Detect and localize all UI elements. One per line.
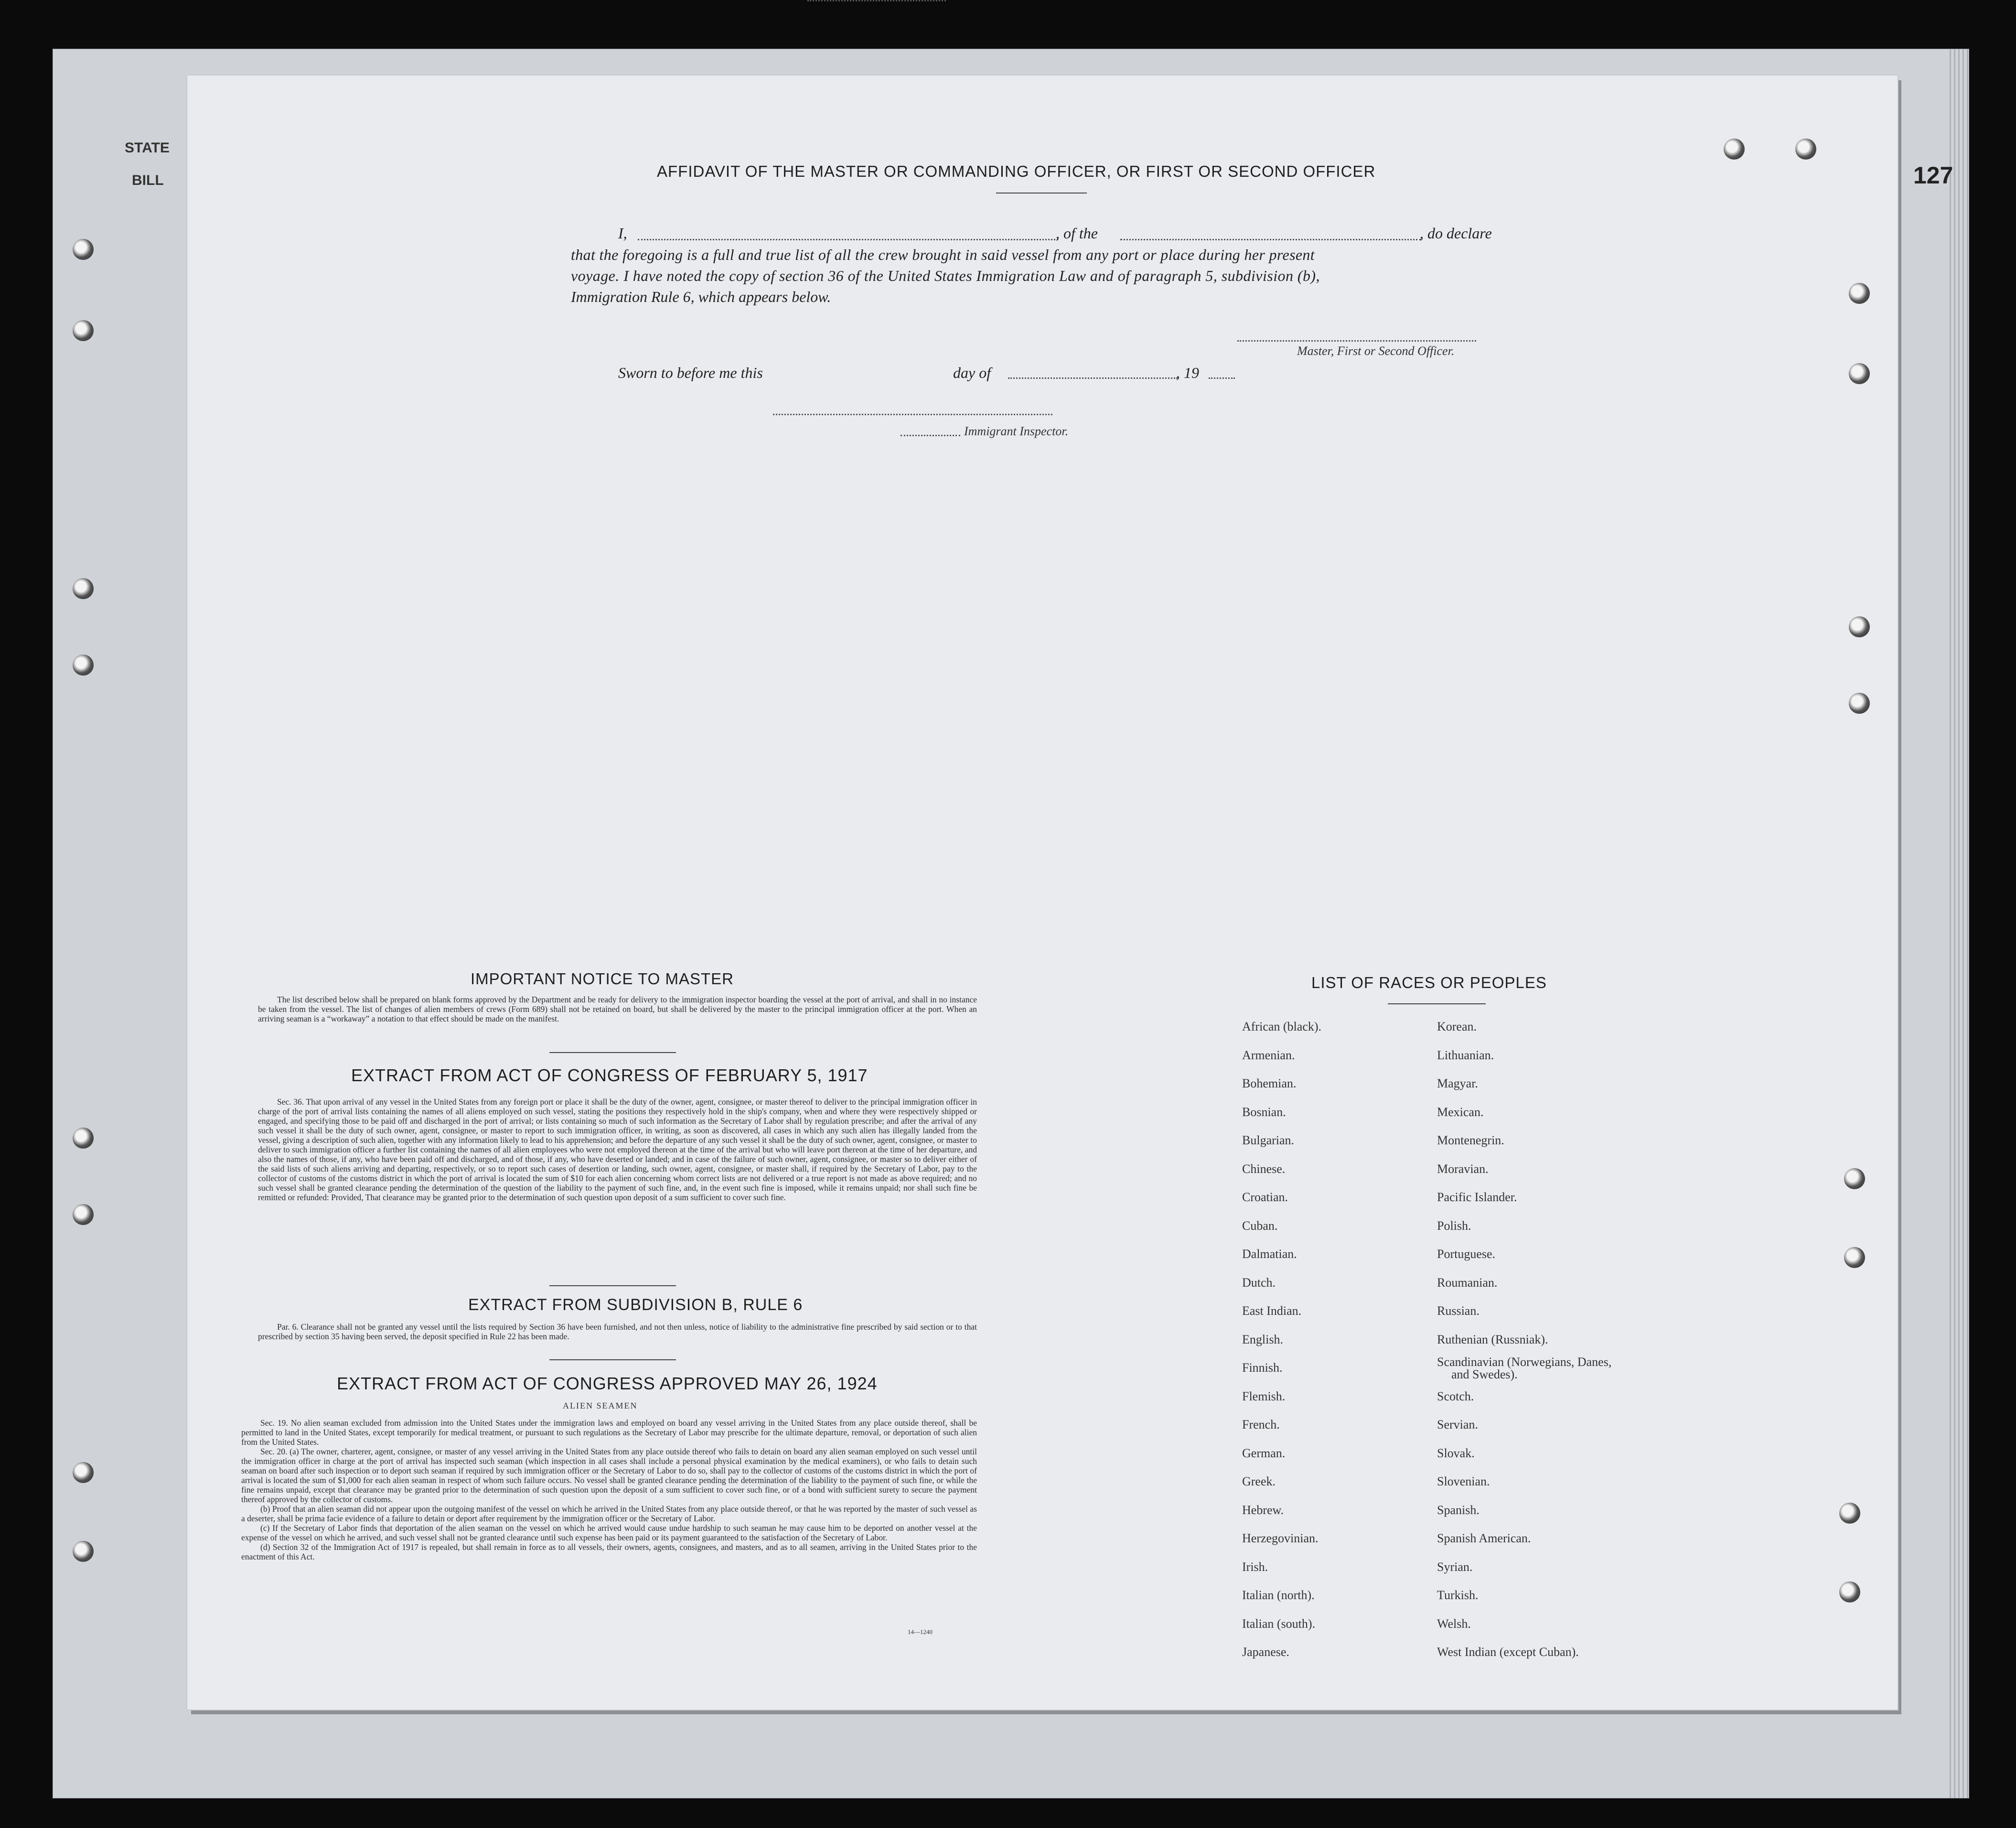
race-item: Cuban. bbox=[1242, 1219, 1278, 1233]
extract-1924-paragraph: (d) Section 32 of the Immigration Act of 1917 is repealed, but shall remain in force as to all vessels, their owners, agents, consignees, and masters, and as to all seamen, arriving in the United States prior to the enactment of this Act. bbox=[241, 1542, 977, 1561]
sworn-month-blank bbox=[1008, 377, 1178, 379]
race-item: Bulgarian. bbox=[1242, 1133, 1295, 1147]
punch-hole bbox=[1849, 693, 1870, 714]
race-item: African (black). bbox=[1242, 1020, 1322, 1033]
race-item: Spanish American. bbox=[1437, 1531, 1531, 1545]
page-number: 127 bbox=[1913, 162, 1953, 189]
extract-1924-paragraph: (b) Proof that an alien seaman did not appear upon the outgoing manifest of the vessel on which he arrived in the United States from any place outside thereof, or that he was reported by the master of such vessel as a deserter, shall be prima facie evidence of a failure to detain or deport after requirement by the immigration officer or the Secretary of Labor. bbox=[241, 1504, 977, 1523]
sworn-prefix: Sworn to before me this bbox=[618, 364, 763, 381]
race-item-text: Scandinavian (Norwegians, Danes, and Swedes). bbox=[1437, 1355, 1612, 1381]
inspector-signature-line bbox=[773, 414, 1052, 415]
divider bbox=[1388, 1003, 1486, 1004]
affidavit-line-2: that the foregoing is a full and true list of all the crew brought in said vessel from any port or place during her present bbox=[571, 246, 1315, 263]
race-item: Magyar. bbox=[1437, 1076, 1478, 1090]
inspector-dot-leader bbox=[901, 435, 960, 436]
punch-hole bbox=[1839, 1503, 1860, 1524]
affidavit-line-4: Immigration Rule 6, which appears below. bbox=[571, 288, 831, 305]
race-item: English. bbox=[1242, 1333, 1283, 1346]
affidavit-i: I, bbox=[618, 225, 627, 242]
notice-paragraph: The list described below shall be prepared on blank forms approved by the Department and be ready for delivery to the immigration inspector boarding the vessel at the port of arrival, and shall in no instance be taken from the vessel. The list of changes of alien members of crews (Form 689) shall not be retained on board, but shall be delivered by the master to the principal immigration officer at the port. When an arriving seaman is a “workaway” a notation to that effect should be made on the manifest. bbox=[258, 995, 977, 1023]
race-item: Servian. bbox=[1437, 1418, 1478, 1431]
sworn-day: day of bbox=[953, 364, 991, 381]
punch-hole bbox=[1844, 1247, 1865, 1268]
race-item bbox=[1437, 1356, 1628, 1381]
race-item: Polish. bbox=[1437, 1219, 1471, 1233]
race-item: Lithuanian. bbox=[1437, 1048, 1494, 1062]
master-signature-label: Master, First or Second Officer. bbox=[1297, 344, 1455, 358]
race-item: Scotch. bbox=[1437, 1389, 1474, 1403]
race-item: Moravian. bbox=[1437, 1162, 1489, 1176]
extract-1924-subtitle: ALIEN SEAMEN bbox=[563, 1401, 638, 1410]
punch-hole bbox=[1849, 363, 1870, 384]
affidavit-line-3: voyage. I have noted the copy of section 36 of the United States Immigration Law and of paragraph 5, subdivision (b), bbox=[571, 267, 1320, 284]
race-item: Welsh. bbox=[1437, 1617, 1471, 1631]
race-item: Roumanian. bbox=[1437, 1276, 1498, 1290]
affidavit-of-the: , of the bbox=[1056, 225, 1098, 242]
vessel-blank bbox=[1120, 239, 1421, 240]
under-sheet-edge bbox=[1950, 49, 1969, 1798]
master-signature-line bbox=[1237, 340, 1476, 342]
affidavit-title: AFFIDAVIT OF THE MASTER OR COMMANDING OFFICER, OR FIRST OR SECOND OFFICER bbox=[657, 162, 1376, 180]
race-item: Japanese. bbox=[1242, 1645, 1289, 1659]
extract-1924-paragraph: (c) If the Secretary of Labor finds that deportation of the alien seaman on the vessel on which he arrived would cause undue hardship to such seaman he may cause him to be deported on another vessel at the expense of the vessel on which he arrived, and such vessel shall not be granted clearance until such expense has been paid or its payment guaranteed to the satisfaction of the Secretary of Labor. bbox=[241, 1523, 977, 1542]
under-sheet-fragment: BILL bbox=[132, 172, 164, 188]
punch-hole bbox=[73, 320, 94, 341]
punch-hole bbox=[1849, 616, 1870, 637]
punch-hole bbox=[1844, 1168, 1865, 1189]
extract-1917-body bbox=[258, 1097, 977, 1202]
punch-hole bbox=[1795, 139, 1816, 160]
race-item: Italian (south). bbox=[1242, 1617, 1316, 1631]
divider bbox=[549, 1052, 676, 1053]
race-item: Dalmatian. bbox=[1242, 1247, 1297, 1261]
race-item: Turkish. bbox=[1437, 1588, 1479, 1602]
sworn-day-blank bbox=[807, 0, 946, 1]
race-item: Ruthenian (Russniak). bbox=[1437, 1333, 1548, 1346]
race-item: Herzegovinian. bbox=[1242, 1531, 1319, 1545]
extract-1924-title: EXTRACT FROM ACT OF CONGRESS APPROVED MAY 26, 1924 bbox=[337, 1374, 878, 1393]
race-item: Pacific Islander. bbox=[1437, 1190, 1517, 1204]
divider bbox=[549, 1285, 676, 1286]
race-item: Syrian. bbox=[1437, 1560, 1473, 1574]
punch-hole bbox=[73, 655, 94, 676]
race-item: West Indian (except Cuban). bbox=[1437, 1645, 1579, 1659]
race-item: French. bbox=[1242, 1418, 1280, 1431]
affidavit-do-declare: , do declare bbox=[1420, 225, 1492, 242]
punch-hole bbox=[1839, 1581, 1860, 1602]
race-item: East Indian. bbox=[1242, 1304, 1302, 1318]
punch-hole bbox=[1724, 139, 1745, 160]
notice-body bbox=[258, 995, 977, 1023]
divider bbox=[996, 193, 1087, 194]
race-item: Armenian. bbox=[1242, 1048, 1295, 1062]
race-item: Dutch. bbox=[1242, 1276, 1276, 1290]
sworn-year: , 19 bbox=[1176, 364, 1199, 381]
race-item: Montenegrin. bbox=[1437, 1133, 1504, 1147]
extract-1924-body bbox=[241, 1418, 977, 1561]
punch-hole bbox=[73, 1541, 94, 1562]
race-item: Irish. bbox=[1242, 1560, 1268, 1574]
punch-hole bbox=[73, 239, 94, 260]
race-item: Croatian. bbox=[1242, 1190, 1288, 1204]
extract-1924-paragraph: Sec. 20. (a) The owner, charterer, agent, consignee, or master of any vessel arriving in the United States from any place outside thereof who fails to detain on board any alien seaman employed on such vessel until the immigration officer in charge at the port of arrival has inspected such seaman (which inspection in all cases shall include a personal physical examination by the medical examiners), or who fails to detain such seaman on board after such inspection or to deport such seaman if required by such immigration officer or the Secretary of Labor to do so, shall pay to the collector of customs of the customs district in which the port of arrival is located the sum of $1,000 for each alien seaman in respect of whom such failure occurs. No vessel shall be granted clearance pending the determination of the liability to the payment of such fine, or while the fine remains unpaid, except that clearance may be granted prior to the determination of such question upon the deposit of a sum sufficient to cover such fine, or of a bond with sufficient surety to secure the payment thereof approved by the collector of customs. bbox=[241, 1447, 977, 1504]
race-item: Finnish. bbox=[1242, 1361, 1283, 1375]
divider bbox=[549, 1359, 676, 1360]
race-item: Portuguese. bbox=[1437, 1247, 1496, 1261]
races-title: LIST OF RACES OR PEOPLES bbox=[1311, 974, 1547, 991]
punch-hole bbox=[73, 1128, 94, 1149]
punch-hole bbox=[73, 1204, 94, 1225]
race-item: Russian. bbox=[1437, 1304, 1480, 1318]
punch-hole bbox=[1849, 283, 1870, 304]
extract-1924-paragraph: Sec. 19. No alien seaman excluded from admission into the United States under the immigration laws and employed on board any vessel arriving in the United States from any place outside thereof, shall be permitted to land in the United States, except temporarily for medical treatment, or pursuant to such regulations as the Secretary of Labor may prescribe for the ultimate departure, removal, or deportation of such alien from the United States. bbox=[241, 1418, 977, 1447]
race-item: Spanish. bbox=[1437, 1503, 1480, 1517]
notice-title: IMPORTANT NOTICE TO MASTER bbox=[471, 970, 734, 988]
extract-rule6-title: EXTRACT FROM SUBDIVISION B, RULE 6 bbox=[468, 1296, 803, 1314]
under-sheet-fragment: STATE bbox=[125, 140, 170, 156]
punch-hole bbox=[73, 578, 94, 599]
race-item: Hebrew. bbox=[1242, 1503, 1284, 1517]
race-item: Mexican. bbox=[1437, 1105, 1484, 1119]
name-blank bbox=[638, 239, 1058, 240]
race-item: Chinese. bbox=[1242, 1162, 1286, 1176]
race-item: Flemish. bbox=[1242, 1389, 1286, 1403]
punch-hole bbox=[73, 1462, 94, 1483]
race-item: Greek. bbox=[1242, 1474, 1276, 1488]
race-item: Bosnian. bbox=[1242, 1105, 1286, 1119]
extract-rule6-paragraph: Par. 6. Clearance shall not be granted any vessel until the lists required by Section 36 have been furnished, and not then unless, notice of liability to the administrative fine prescribed by said section or to that prescribed by section 35 having been served, the deposit specified in Rule 22 has been made. bbox=[258, 1322, 977, 1341]
inspector-label: Immigrant Inspector. bbox=[964, 424, 1069, 438]
form-code: 14—1240 bbox=[908, 1628, 933, 1635]
race-item: Slovak. bbox=[1437, 1446, 1475, 1460]
extract-1917-paragraph: Sec. 36. That upon arrival of any vessel in the United States from any foreign port or place it shall be the duty of the owner, agent, consignee, or master thereof to deliver to the principal immigration officer in charge of the port of arrival lists containing the names of all aliens employed on such vessel, stating the positions they respectively hold in the ship's company, when and where they were respectively shipped or engaged, and specifying those to be paid off and discharged in the port of arrival; or lists containing so much of such information as the Secretary of Labor shall by regulation prescribe; and after the arrival of any such vessel it shall be the duty of such owner, agent, consignee, or master to report to such immigration officer, in writing, as soon as discovered, all cases in which any such alien has illegally landed from the vessel, giving a description of such alien, together with any information likely to lead to his apprehension; and before the departure of any such vessel it shall be the duty of such owner, agent, consignee, or master to deliver to such immigration officer a further list containing the names of all alien employees who were not employed thereon at the time of the arrival but who will leave port thereon at the time of her departure, and also the names of those, if any, who have been paid off and discharged, and of those, if any, who have deserted or landed; and in case of the failure of such owner, agent, consignee, or master so to deliver either of the said lists of such aliens arriving and departing, respectively, or so to report such cases of desertion or landing, such owner, agent, consignee, or master shall, if required by the Secretary of Labor, pay to the collector of customs of the customs district in which the port of arrival is located the sum of $10 for each alien concerning whom correct lists are not delivered or a true report is not made as above required; and no such vessel shall be granted clearance pending the determination of the question of the liability to the payment of such fine, and, in the event such fine is imposed, while it remains unpaid; nor shall such fine be remitted or refunded: Provided, That clearance may be granted prior to the determination of such question upon deposit of a sum sufficient to cover such fine. bbox=[258, 1097, 977, 1202]
extract-rule6-body bbox=[258, 1322, 977, 1341]
race-item: Korean. bbox=[1437, 1020, 1477, 1033]
extract-1917-title: EXTRACT FROM ACT OF CONGRESS OF FEBRUARY 5, 1917 bbox=[351, 1065, 868, 1085]
race-item: Italian (north). bbox=[1242, 1588, 1315, 1602]
race-item: German. bbox=[1242, 1446, 1286, 1460]
race-item: Bohemian. bbox=[1242, 1076, 1297, 1090]
sworn-year-blank bbox=[1209, 377, 1235, 379]
race-item: Slovenian. bbox=[1437, 1474, 1490, 1488]
